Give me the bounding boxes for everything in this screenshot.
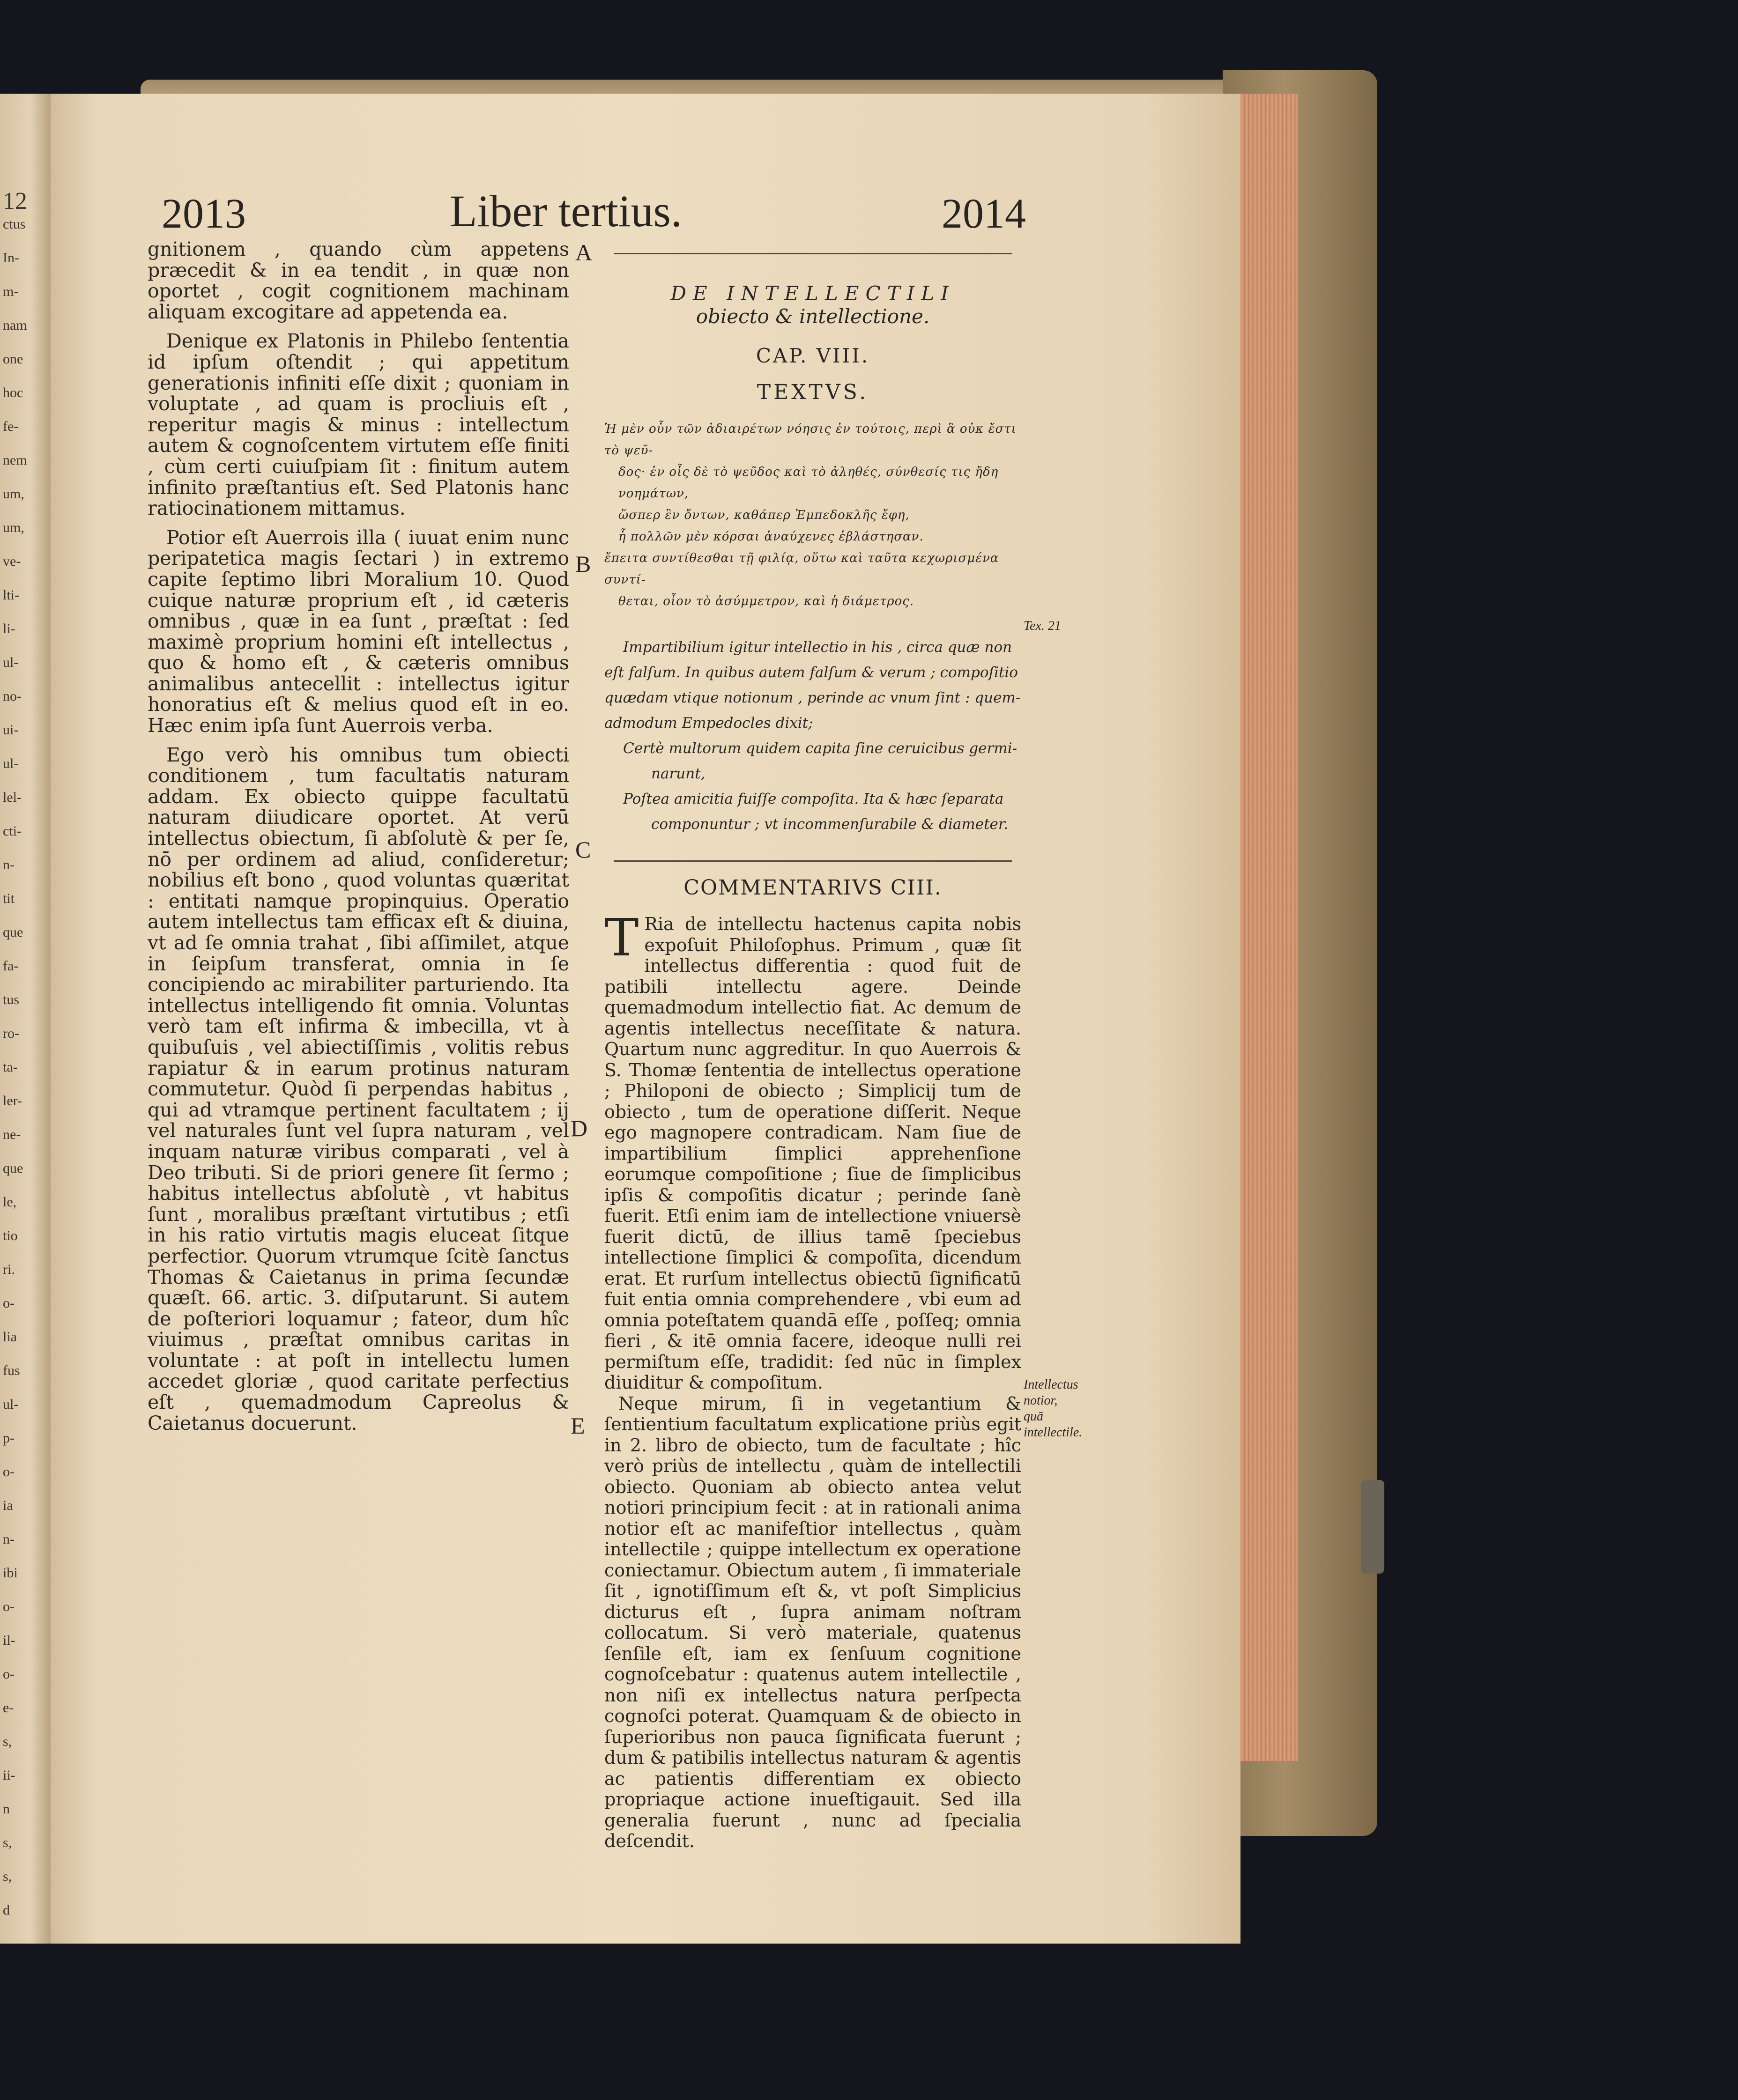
latin-line: Impartibilium igitur intellectio in his , circa quæ non (623, 639, 1012, 656)
clasp-fragment (1361, 1480, 1384, 1574)
paragraph: Ego verò his omnibus tum obiecti conditionem , tum facultatis naturam addam. Ex obiecto quippe facultatū naturam diiudicare oportet. At verū intellectus obiectum, ſi abſolutè & per ſe, nō per ordinem ad aliud, conſideretur; nobilius eſt bono , quod voluntas quæritat : entitati namque propinquius. Operatio autem intellectus tam efficax eſt & diuina, vt ad ſe omnia trahat , ſibi aſſimilet, atque in ſeipſum transferat, omnia in ſe concipiendo ac mirabiliter parturiendo. Ita intellectus intelligendo fit omnia. Voluntas verò tam eſt infirma & imbecilla, vt à quibuſuis , vel abiectiſſimis , volitis rebus rapiatur & in earum protinus naturam commutetur. Quòd ſi perpendas habitus , qui ad vtramque pertinent facultatem ; ij vel naturales ſunt vel ſupra naturam , vel inquam naturæ viribus comparati , vel à Deo tributi. Si de priori genere ſit ſermo ; habitus intellectus abſolutè , vt habitus ſunt , moralibus præſtant virtutibus ; etſi in his ratio virtutis magis eluceat ſitque perfectior. Quorum vtrumque ſcitè ſanctus Thomas & Caietanus in prima ſecundæ quæſt. 66. artic. 3. diſputarunt. Si autem de poſteriori loquamur ; fateor, dum hîc viuimus , præſtat omnibus caritas in voluntate : at poſt in intellectu lumen accedet gloriæ , quod caritate perfectius eſt , quemadmodum Capreolus & Caietanus docuerunt. (148, 743, 569, 1435)
margin-note: Intellectus notior, quā intellectile. (1024, 1377, 1083, 1440)
left-text-column (148, 239, 569, 1442)
commentary-heading: COMMENTARIVS CIII. (683, 876, 942, 900)
margin-letter-c: C (575, 836, 591, 863)
left-page-fragment: no- (3, 688, 22, 704)
left-page-fragment: m- (3, 284, 19, 299)
left-page-fragment: ro- (3, 1026, 19, 1041)
running-title: Liber tertius. (450, 186, 682, 236)
left-page-fragment: ri. (3, 1262, 15, 1277)
paragraph (604, 908, 1021, 1393)
left-page-fragment: que (3, 924, 23, 940)
latin-line: quædam vtique notionum , perinde ac vnum ſint : quem- (604, 689, 1021, 706)
drop-cap: T (604, 908, 639, 968)
left-page-fragment: ibi (3, 1565, 18, 1581)
section-heading: DE INTELLECTILI (670, 282, 955, 305)
paragraph-text: Ria de intellectu hactenus capita nobis expoſuit Philoſophus. Primum , quæ ſit intellectus differentia : quod fuit de patibili intellectu agere. Deinde quemadmodum intellectio fiat. Ac demum de agentis intellectus neceſſitate & natura. Quartum nunc aggreditur. In quo Auerrois & S. Thomæ ſententia de intellectus operatione ; Philoponi de obiecto ; Simplicij tum de obiecto , tum de operatione diſſerit. Neque ego magnopere contradicam. Nam ſiue de impartibilium ſimplici apprehenſione eorumque compoſitione ; ſiue de ſimplicibus ipſis & compoſitis dicatur ; perinde ſanè fuerit. Etſi enim iam de intellectione vniuersè fuerit dictū, de illius tamē ſpeciebus intellectione ſimplici & compoſita, dicendum erat. Et rurſum intellectus obiectū ſignificatū fuit entia omnia comprehendere , vbi eum ad omnia poteſtatem quandā eſſe , poſſeq; omnia fieri , & itē omnia facere, ideoque nulli rei permiſtum eſſe, tradidit: ſed nūc in ſimplex diuiditur & compoſitum. (604, 914, 1021, 1393)
left-page-fragment: s, (3, 1734, 12, 1749)
left-page-fragment: lia (3, 1329, 17, 1345)
page-block-edge (1232, 94, 1298, 1761)
left-page-fragment: n (3, 1801, 10, 1817)
left-page-fragment: il- (3, 1633, 15, 1648)
greek-line: δος· ἐν οἷς δὲ τὸ ψεῦδος καὶ τὸ ἀληθές, σύνθεσίς τις ἤδη νοημάτων, (618, 465, 999, 501)
greek-line: Ἡ μὲν οὖν τῶν ἀδιαιρέτων νόησις ἐν τούτοις, περὶ ἃ οὐκ ἔστι τὸ ψεῦ- (604, 422, 1017, 458)
left-page-fragment: 12 (3, 188, 27, 214)
latin-line: narunt, (651, 765, 706, 782)
left-page-fragment: d (3, 1902, 10, 1918)
left-page-fragment: ii- (3, 1767, 15, 1783)
left-page-fragment: s, (3, 1835, 12, 1850)
folio-number-right: 2014 (942, 191, 1026, 237)
left-page-fragment: que (3, 1161, 23, 1176)
paragraph: Potior eſt Auerrois illa ( iuuat enim nunc peripatetica magis ſectari ) in extremo capite ſeptimo libri Moralium 10. Quod cuique naturæ proprium eſt , id cæteris omnibus , quæ in ea ſunt , præſtat : ſed maximè proprium homini eſt intellectus , quo & homo eſt , & cæteris omnibus animalibus antecellit : intellectus igitur honoratius eſt & melius quod eſt in eo. Hæc enim ipſa ſunt Auerrois verba. (148, 526, 569, 737)
latin-line: Poſtea amicitia fuiſſe compoſita. Ita & hæc ſeparata (623, 791, 1004, 807)
commentary-body (604, 908, 1021, 1852)
left-page-fragment: hoc (3, 385, 23, 400)
left-page-fragment: o- (3, 1295, 15, 1311)
left-page-fragment: ul- (3, 756, 19, 771)
latin-line: componuntur ; vt incommenſurabile & diameter. (651, 816, 1009, 833)
greek-line: θεται, οἷον τὸ ἀσύμμετρον, καὶ ἡ διάμετρος. (618, 594, 914, 608)
rule (614, 860, 1012, 862)
left-page-fragment: ui- (3, 722, 19, 738)
left-page-fragment: p- (3, 1430, 15, 1446)
paragraph: Denique ex Platonis in Philebo ſententia id ipſum oſtendit ; qui appetitum generationis infiniti eſſe dixit ; quoniam in voluptate , ad quam is procliuis eſt , reperitur magis & minus : intellectum autem & cognoſcentem virtutem eſſe finiti , cùm certi cuiuſpiam ſit : finitum autem infinito præſtantius eſt. Sed Platonis hanc ratiocinationem mittamus. (148, 330, 569, 520)
folio-number-left: 2013 (162, 191, 246, 237)
left-page-fragment: nem (3, 452, 27, 468)
left-page-fragment: lti- (3, 587, 19, 603)
paragraph: Neque mirum, ſi in vegetantium & ſentientium facultatum explicatione priùs egit in 2. libro de obiecto, tum de facultate ; hîc verò priùs de intellectu , quàm de intellectili obiecto. Quoniam ab obiecto antea velut notiori principium fecit : at in rationali anima notior eſt ac manifeſtior intellectus , quàm intellectile ; quippe intellectum ex operatione coniectamur. Obiectum autem , ſi immateriale ſit , ignotiſſimum eſt &, vt poſt Simplicius dicturus eſt , ſupra animam noſtram collocatum. Si verò materiale, quatenus ſenſile eſt, iam ex ſenſuum cognitione cognoſcebatur : quatenus autem intellectile , non niſi ex intellectus natura perſpecta cognoſci poterat. Quamquam & de obiecto in ſuperioribus non pauca ſignificata fuerunt ; dum & patibilis intellectus naturam & agentis ac patientis differentiam ex obiecto propriaque actione inueſtigauit. Sed illa generalia fuerunt , nunc ad ſpecialia deſcendit. (604, 1393, 1021, 1851)
left-page-fragment: um, (3, 520, 24, 535)
margin-letter-b: B (575, 551, 591, 577)
paragraph: gnitionem , quando cùm appetens præcedit & in ea tendit , in quæ non oportet , cogit cognitionem machinam aliquam excogitare ad appetenda ea. (148, 238, 569, 323)
left-page-fragment: nam (3, 318, 27, 333)
margin-letter-d: D (571, 1115, 588, 1141)
left-page-fragment: fa- (3, 958, 19, 974)
left-page-fragment: o- (3, 1666, 15, 1682)
margin-letter-e: E (571, 1412, 585, 1439)
left-page-fragment: one (3, 351, 23, 367)
left-page-fragment: fe- (3, 419, 19, 434)
left-page-fragment: ia (3, 1498, 13, 1513)
rule (614, 253, 1012, 254)
margin-note-tex: Tex. 21 (1024, 619, 1061, 633)
chapter-heading: CAP. VIII. (756, 344, 870, 367)
left-page-fragment: n- (3, 857, 15, 873)
right-text-column (604, 253, 1021, 1852)
left-page-fragment: ne- (3, 1127, 21, 1142)
left-page-fragment: lel- (3, 790, 22, 805)
greek-text (604, 418, 1021, 612)
greek-line: ἧ πολλῶν μὲν κόρσαι ἀναύχενες ἐβλάστησαν. (618, 530, 924, 544)
left-page-fragment: le, (3, 1194, 17, 1210)
left-page-fragment: tio (3, 1228, 18, 1243)
left-page-fragment: s, (3, 1869, 12, 1884)
latin-line: admodum Empedocles dixit; (604, 715, 813, 732)
latin-line: Certè multorum quidem capita ſine ceruicibus germi- (623, 740, 1018, 757)
section-subheading: obiecto & intellectione. (696, 305, 930, 328)
latin-translation (604, 635, 1021, 837)
left-page-fragment: o- (3, 1599, 15, 1614)
latin-line: eſt falſum. In quibus autem falſum & verum ; compoſitio (604, 664, 1018, 681)
greek-line: ὥσπερ ἓν ὄντων, καθάπερ Ἐμπεδοκλῆς ἔφη, (618, 508, 910, 522)
left-page-fragment: ul- (3, 1397, 19, 1412)
textus-heading: TEXTVS. (757, 380, 869, 404)
left-page-fragment: tit (3, 891, 15, 906)
left-page-fragment: o- (3, 1464, 15, 1479)
left-page-fragment: li- (3, 621, 15, 636)
left-page-fragment: e- (3, 1700, 14, 1715)
greek-line: ἔπειτα συντίθεσθαι τῇ φιλίᾳ, οὕτω καὶ ταῦτα κεχωρισμένα συντί- (604, 551, 999, 587)
margin-letter-a: A (575, 239, 593, 266)
left-page-fragment: um, (3, 486, 24, 502)
left-page-fragment: n- (3, 1531, 15, 1547)
left-page-fragment: tus (3, 992, 20, 1007)
left-page-fragment: fus (3, 1363, 20, 1378)
left-neighbour-page (0, 94, 51, 1944)
left-page-fragment: ve- (3, 554, 21, 569)
left-page-fragment: cti- (3, 823, 22, 839)
left-page-fragment: ctus (3, 216, 26, 232)
left-page-fragment: ler- (3, 1093, 22, 1109)
left-page-fragment: In- (3, 250, 19, 266)
left-page-fragment: ul- (3, 655, 19, 670)
left-page-fragment: ta- (3, 1059, 18, 1075)
